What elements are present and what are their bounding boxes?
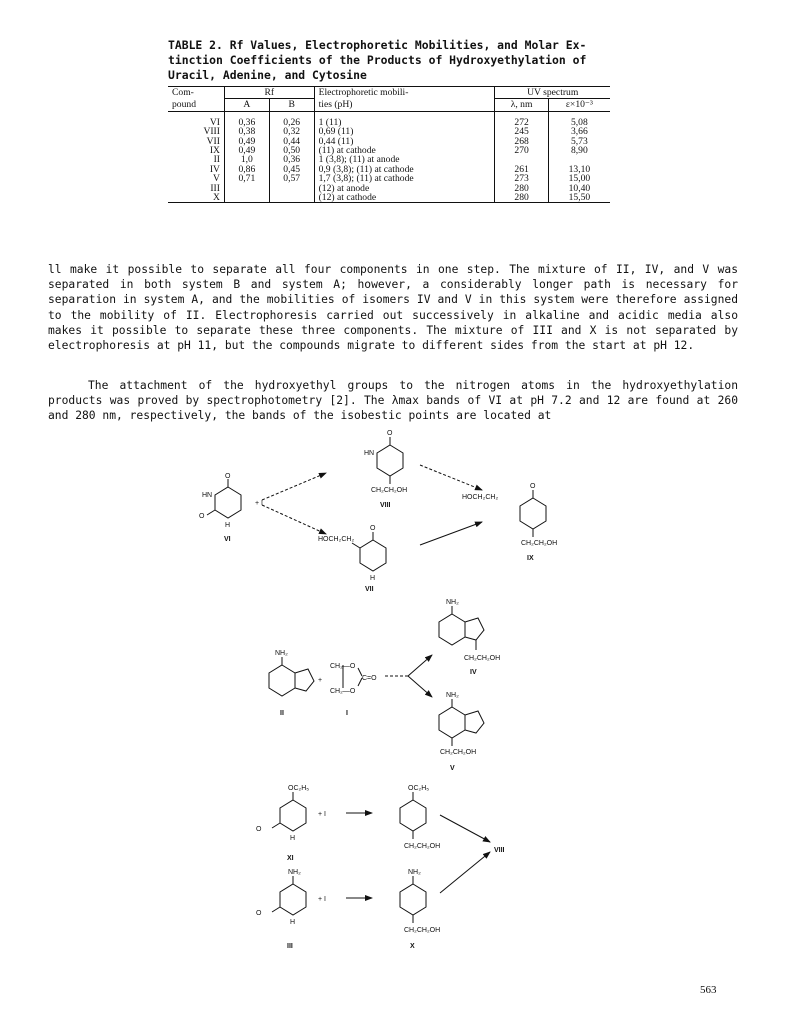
atom-o2-vi: O	[199, 513, 205, 520]
sub-ix-bottom: CH₂CH₂OH	[521, 540, 558, 547]
atom-h-vii: H	[370, 575, 376, 582]
sub-v: CH₂CH₂OH	[440, 749, 477, 756]
cell-lambda: 280	[495, 184, 548, 193]
label-ii: II	[280, 710, 284, 717]
cell-rf-b: 0,45	[269, 165, 314, 174]
cell-mobility: (11) at cathode	[314, 146, 495, 155]
atom-nh2-iii: NH₂	[288, 869, 301, 876]
cell-compound: III	[168, 184, 224, 193]
cell-rf-a: 0,71	[224, 174, 269, 183]
table-caption: TABLE 2. Rf Values, Electrophoretic Mobilities, and Molar Ex- tinction Coefficients of the Products of Hydroxyethylation of Uracil, Adenine, and Cytosine	[168, 38, 587, 82]
cell-rf-b: 0,26	[269, 118, 314, 127]
cell-compound: VII	[168, 137, 224, 146]
cell-epsilon: 5,73	[570, 135, 588, 147]
atom-h-xi: H	[290, 835, 296, 842]
atom-co: C=O	[362, 675, 377, 682]
label-vi: VI	[224, 536, 231, 543]
paragraph-1: ll make it possible to separate all four components in one step. The mixture of II, IV, and V was separated in both system B and system A; however, a considerably longer path is necessary for separation in system A, and the mobilities of isomers IV and V in this system were therefore assigned to the mobility of II. Electrophoresis carried out successively in alkaline and acidic media also makes it possible to separate these three components. The mixture of III and X is not separated by electrophoresis at pH 11, but the compounds migrate to different sides from the start at pH 12.	[48, 263, 738, 353]
atom-o-iii: O	[256, 910, 262, 917]
label-ix: IX	[527, 555, 534, 562]
cell-epsilon: 5,08	[570, 116, 588, 128]
header-lambda: λ, nm	[495, 99, 548, 111]
label-x: X	[410, 943, 415, 950]
cell-mobility: 0,69 (11)	[314, 127, 495, 136]
atom-oc2h5-xi: OC₂H₅	[288, 785, 310, 792]
cell-rf-b: 0,50	[269, 146, 314, 155]
cell-epsilon: 8,90	[570, 145, 588, 157]
label-v: V	[450, 765, 455, 772]
cell-epsilon: 10,40	[568, 182, 591, 194]
cell-rf-a: 1,0	[224, 155, 269, 164]
plus-i-1: + I	[255, 500, 263, 507]
atom-oc2h5-xiprod: OC₂H₅	[408, 785, 430, 792]
cell-mobility: 0,44 (11)	[314, 137, 495, 146]
label-viii: VIII	[380, 502, 391, 509]
plus-i-xi: + I	[318, 811, 326, 818]
cell-rf-a: 0,38	[224, 127, 269, 136]
cell-mobility: (12) at anode	[314, 184, 495, 193]
atom-nh2-iv: NH₂	[446, 599, 459, 606]
atom-hn-vi: HN	[202, 492, 213, 499]
plus-ii: +	[318, 677, 323, 684]
atom-nh2-v: NH₂	[446, 692, 459, 699]
structure-v	[439, 699, 484, 746]
cell-lambda: 245	[495, 127, 548, 136]
cell-lambda: 270	[495, 146, 548, 155]
label-viii-right: VIII	[494, 847, 505, 854]
cell-rf-a: 0,86	[224, 165, 269, 174]
structure-ii	[269, 657, 314, 696]
structure-viii	[377, 437, 403, 484]
cell-rf-b: 0,36	[269, 155, 314, 164]
atom-nh2-ii: NH₂	[275, 650, 288, 657]
cell-lambda: 280	[495, 193, 548, 203]
page-number: 563	[700, 984, 717, 996]
atom-o-ix: O	[530, 483, 536, 490]
sub-x: CH₂CH₂OH	[404, 927, 441, 934]
cell-rf-b: 0,32	[269, 127, 314, 136]
label-xi: XI	[287, 855, 294, 862]
structure-iii	[272, 876, 306, 915]
atom-o-vi: O	[225, 473, 231, 480]
cell-rf-a: 0,36	[224, 118, 269, 127]
label-i: I	[346, 710, 348, 717]
cell-rf-a: 0,49	[224, 137, 269, 146]
sub-vii: HOCH₂CH₂	[318, 536, 355, 543]
cell-lambda: 272	[495, 118, 548, 127]
cell-mobility: 1 (3,8); (11) at anode	[314, 155, 495, 164]
header-compound: Com-	[168, 87, 224, 99]
structure-xi	[272, 792, 306, 831]
header-rf: Rf	[224, 87, 314, 99]
header-mobility: Electrophoretic mobili-	[314, 87, 495, 99]
header-compound-2: pound	[168, 99, 224, 111]
cell-compound: X	[168, 193, 224, 203]
atom-o-xi: O	[256, 826, 262, 833]
atom-ch2o-top: CH₂—O	[330, 663, 356, 670]
label-vii: VII	[365, 586, 374, 593]
label-iii: III	[287, 943, 293, 950]
cell-epsilon: 13,10	[568, 163, 591, 175]
header-epsilon: ε×10⁻³	[565, 99, 593, 111]
sub-xiprod: CH₂CH₂OH	[404, 843, 441, 850]
cell-lambda: 268	[495, 137, 548, 146]
label-iv: IV	[470, 669, 477, 676]
cell-rf-a: 0,49	[224, 146, 269, 155]
cell-mobility: 0,9 (3,8); (11) at cathode	[314, 165, 495, 174]
cell-compound: V	[168, 174, 224, 183]
header-uv: UV spectrum	[495, 87, 610, 99]
plus-i-iii: + I	[318, 896, 326, 903]
cell-mobility: 1,7 (3,8); (11) at cathode	[314, 174, 495, 183]
header-mobility-2: ties (pH)	[314, 99, 495, 111]
atom-ch2o-bot: CH₂—O	[330, 688, 356, 695]
cell-compound: VIII	[168, 127, 224, 136]
structure-xi-product	[400, 792, 426, 839]
cell-lambda: 273	[495, 174, 548, 183]
atom-nh2-x: NH₂	[408, 869, 421, 876]
structure-iv	[439, 606, 484, 650]
header-rf-b: B	[269, 99, 314, 111]
cell-epsilon: 15,00	[568, 173, 591, 185]
sub-viii: CH₂CH₂OH	[371, 487, 408, 494]
cell-compound: IX	[168, 146, 224, 155]
atom-h-vi: H	[225, 522, 231, 529]
atom-h-iii: H	[290, 919, 296, 926]
sub-ix-left: HOCH₂CH₂	[462, 494, 499, 501]
cell-epsilon: 15,50	[548, 193, 610, 203]
paragraph-2: The attachment of the hydroxyethyl groups to the nitrogen atoms in the hydroxyethylation products was proved by spectrophotometry [2]. The λmax bands of VI at pH 7.2 and 12 are found at 260 and 280 nm, respectively, the bands of the isobestic points are located at	[48, 379, 738, 423]
sub-iv: CH₂CH₂OH	[464, 655, 501, 662]
cell-rf-b: 0,57	[269, 174, 314, 183]
header-rf-a: A	[224, 99, 269, 111]
cell-compound: VI	[168, 118, 224, 127]
atom-hn-viii: HN	[364, 450, 375, 457]
structure-vii	[352, 532, 386, 571]
atom-o-vii: O	[370, 525, 376, 532]
cell-mobility: (12) at cathode	[314, 193, 495, 203]
atom-o-viii: O	[387, 430, 393, 437]
structure-x	[400, 876, 426, 923]
cell-rf-b: 0,44	[269, 137, 314, 146]
cell-mobility: 1 (11)	[314, 118, 495, 127]
cell-compound: IV	[168, 165, 224, 174]
cell-epsilon: 3,66	[570, 126, 588, 138]
cell-lambda: 261	[495, 165, 548, 174]
cell-compound: II	[168, 155, 224, 164]
structure-ix	[520, 490, 546, 537]
